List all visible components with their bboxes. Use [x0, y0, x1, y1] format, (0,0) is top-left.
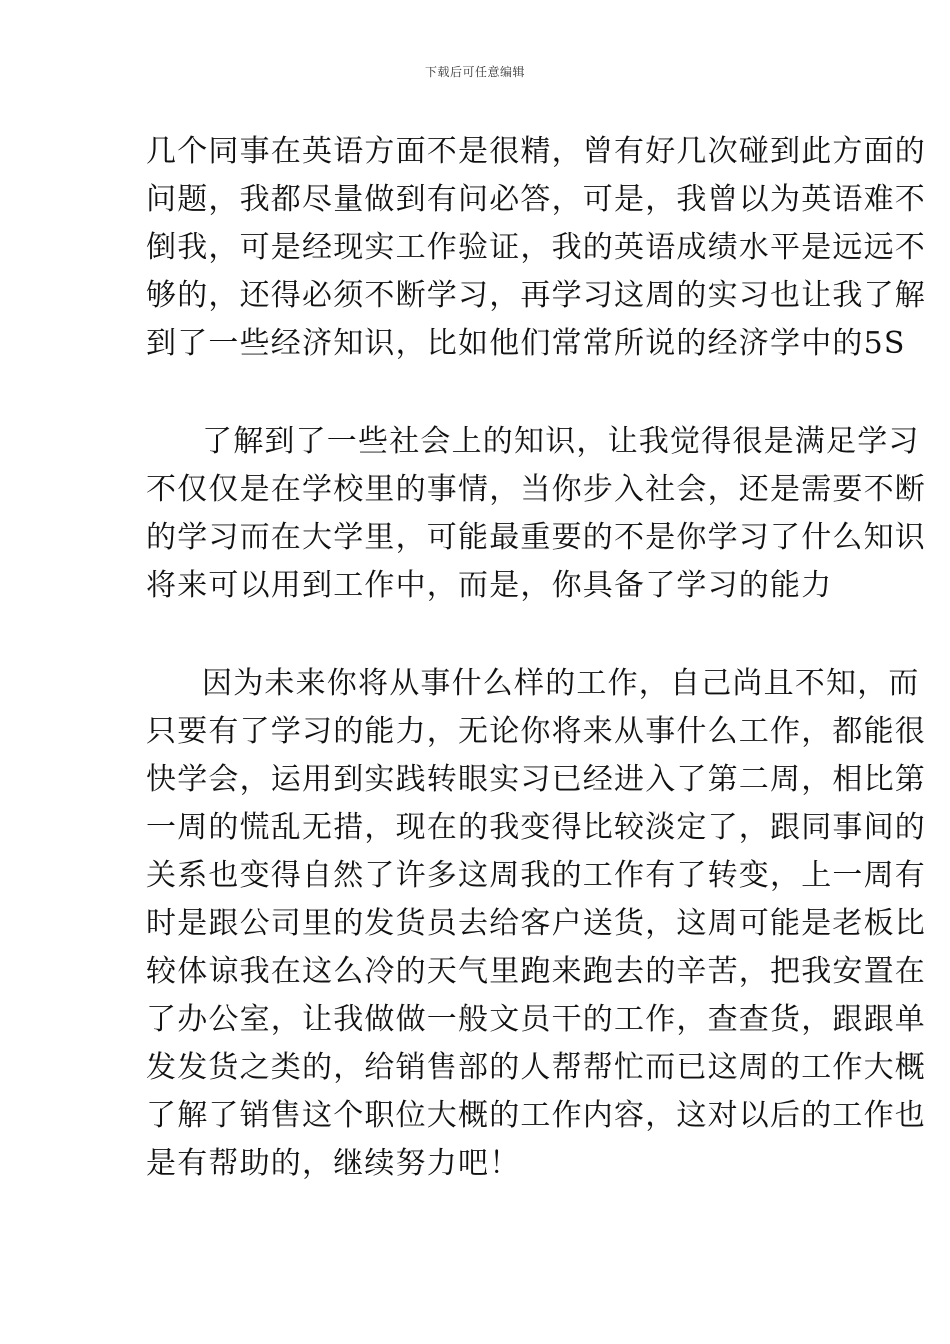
- paragraph-line: 了解了销售这个职位大概的工作内容，这对以后的工作也: [146, 1098, 926, 1133]
- paragraph-line: 是有帮助的，继续努力吧！: [146, 1146, 521, 1181]
- paragraph-line: 将来可以用到工作中，而是，你具备了学习的能力: [146, 568, 833, 603]
- paragraph-line: 快学会，运用到实践转眼实习已经进入了第二周，相比第: [146, 762, 926, 797]
- paragraph-line: 关系也变得自然了许多这周我的工作有了转变，上一周有: [146, 858, 926, 893]
- paragraph-3: [146, 660, 926, 1188]
- paragraph-line: 到了一些经济知识，比如他们常常所说的经济学中的5S: [146, 326, 906, 361]
- paragraph-line: 了解到了一些社会上的知识，让我觉得很是满足学习: [202, 424, 920, 459]
- paragraph-gap: [146, 368, 810, 418]
- paragraph-line: 不仅仅是在学校里的事情，当你步入社会，还是需要不断: [146, 472, 926, 507]
- document-body: [146, 128, 926, 1188]
- paragraph-2: [146, 418, 926, 610]
- paragraph-line: 因为未来你将从事什么样的工作，自己尚且不知，而: [202, 666, 920, 701]
- paragraph-line: 时是跟公司里的发货员去给客户送货，这周可能是老板比: [146, 906, 926, 941]
- paragraph-line: 倒我，可是经现实工作验证，我的英语成绩水平是远远不: [146, 230, 926, 265]
- page-header: 下载后可任意编辑: [424, 65, 525, 79]
- paragraph-line: 的学习而在大学里，可能最重要的不是你学习了什么知识: [146, 520, 926, 555]
- paragraph-line: 几个同事在英语方面不是很精，曾有好几次碰到此方面的: [146, 134, 926, 169]
- paragraph-line: 发发货之类的，给销售部的人帮帮忙而已这周的工作大概: [146, 1050, 926, 1085]
- paragraph-1: [146, 128, 926, 368]
- paragraph-line: 一周的慌乱无措，现在的我变得比较淡定了，跟同事间的: [146, 810, 926, 845]
- paragraph-gap: [146, 610, 810, 660]
- paragraph-line: 问题，我都尽量做到有问必答，可是，我曾以为英语难不: [146, 182, 926, 217]
- paragraph-line: 只要有了学习的能力，无论你将来从事什么工作，都能很: [146, 714, 926, 749]
- paragraph-line: 够的，还得必须不断学习，再学习这周的实习也让我了解: [146, 278, 926, 313]
- paragraph-line: 了办公室，让我做做一般文员干的工作，查查货，跟跟单: [146, 1002, 926, 1037]
- paragraph-line: 较体谅我在这么冷的天气里跑来跑去的辛苦，把我安置在: [146, 954, 926, 989]
